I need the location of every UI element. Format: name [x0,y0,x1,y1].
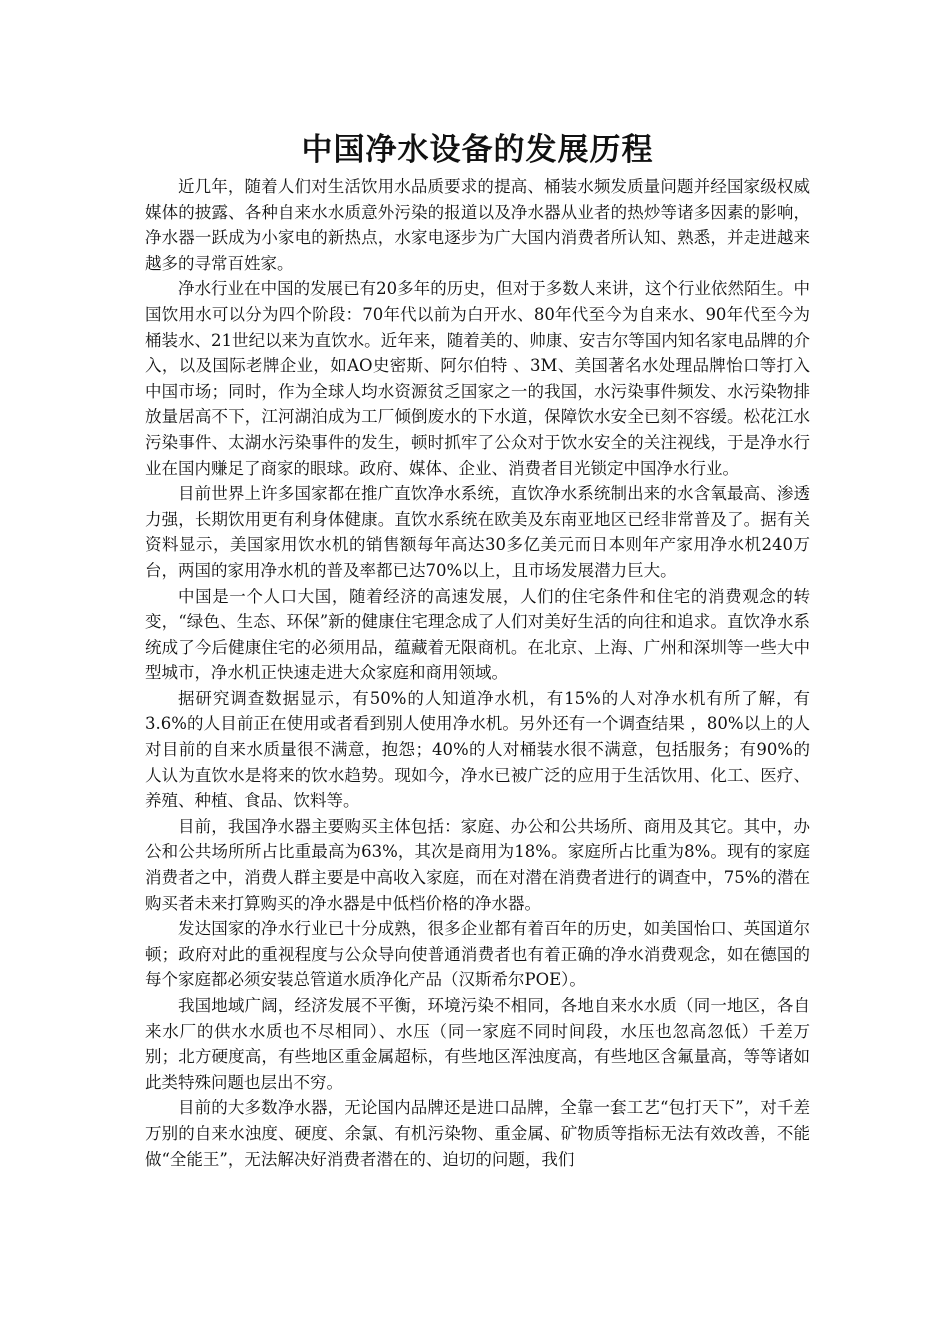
document-page [145,128,810,1172]
paragraph-8: 我国地域广阔，经济发展不平衡，环境污染不相同，各地自来水水质（同一地区，各自来水厂的供水水质也不尽相同）、水压（同一家庭不同时间段，水压也忽高忽低）千差万别；北方硬度高，有些地区重金属超标，有些地区浑浊度高，有些地区含氟量高，等等诸如此类特殊问题也层出不穷。 [145,996,810,1092]
paragraph-1: 近几年，随着人们对生活饮用水品质要求的提高、桶装水频发质量问题并经国家级权威媒体的披露、各种自来水水质意外污染的报道以及净水器从业者的热炒等诸多因素的影响，净水器一跃成为小家电的新热点，水家电逐步为广大国内消费者所认知、熟悉，并走进越来越多的寻常百姓家。 [145,177,810,273]
paragraph-2: 净水行业在中国的发展已有20多年的历史，但对于多数人来讲，这个行业依然陌生。中国饮用水可以分为四个阶段：70年代以前为白开水、80年代至今为自来水、90年代至今为桶装水、21世纪以来为直饮水。近年来，随着美的、帅康、安吉尔等国内知名家电品牌的介入，以及国际老牌企业，如AO史密斯、阿尔伯特 、3M、美国著名水处理品牌怡口等打入中国市场；同时，作为全球人均水资源贫乏国家之一的我国，水污染事件频发、水污染物排放量居高不下，江河湖泊成为工厂倾倒废水的下水道，保障饮水安全已刻不容缓。松花江水污染事件、太湖水污染事件的发生，顿时抓牢了公众对于饮水安全的关注视线，于是净水行业在国内赚足了商家的眼球。政府、媒体、企业、消费者目光锁定中国净水行业。 [145,279,810,478]
paragraph-6: 目前，我国净水器主要购买主体包括：家庭、办公和公共场所、商用及其它。其中，办公和公共场所所占比重最高为63%，其次是商用为18%。家庭所占比重为8%。现有的家庭消费者之中，消费人群主要是中高收入家庭，而在对潜在消费者进行的调查中，75%的潜在购买者未来打算购买的净水器是中低档价格的净水器。 [145,816,810,913]
paragraph-4: 中国是一个人口大国，随着经济的高速发展，人们的住宅条件和住宅的消费观念的转变，“绿色、生态、环保”新的健康住宅理念成了人们对美好生活的向往和追求。直饮净水系统成了今后健康住宅的必须用品，蕴藏着无限商机。在北京、上海、广州和深圳等一些大中型城市，净水机正快速走进大众家庭和商用领域。 [145,586,810,683]
paragraph-9: 目前的大多数净水器，无论国内品牌还是进口品牌，全靠一套工艺“包打天下”，对千差万别的自来水浊度、硬度、余氯、有机污染物、重金属、矿物质等指标无法有效改善，不能做“全能王”，无法解决好消费者潜在的、迫切的问题，我们 [145,1098,810,1169]
paragraph-5: 据研究调查数据显示，有50%的人知道净水机，有15%的人对净水机有所了解，有3.6%的人目前正在使用或者看到别人使用净水机。另外还有一个调查结果 ，80%以上的人对目前的自来水质量很不满意，抱怨；40%的人对桶装水很不满意，包括服务；有90%的人认为直饮水是将来的饮水趋势。现如今，净水已被广泛的应用于生活饮用、化工、医疗、养殖、种植、食品、饮料等。 [145,688,810,811]
paragraph-7: 发达国家的净水行业已十分成熟，很多企业都有着百年的历史，如美国怡口、英国道尔顿；政府对此的重视程度与公众导向使普通消费者也有着正确的净水消费观念，如在德国的每个家庭都必须安装总管道水质净化产品（汉斯希尔POE）。 [145,919,810,990]
paragraph-3: 目前世界上许多国家都在推广直饮净水系统，直饮净水系统制出来的水含氧最高、渗透力强，长期饮用更有利身体健康。直饮水系统在欧美及东南亚地区已经非常普及了。据有关资料显示，美国家用饮水机的销售额每年高达30多亿美元而日本则年产家用净水机240万台，两国的家用净水机的普及率都已达70%以上，且市场发展潜力巨大。 [145,484,810,580]
document-title: 中国净水设备的发展历程 [301,132,654,168]
